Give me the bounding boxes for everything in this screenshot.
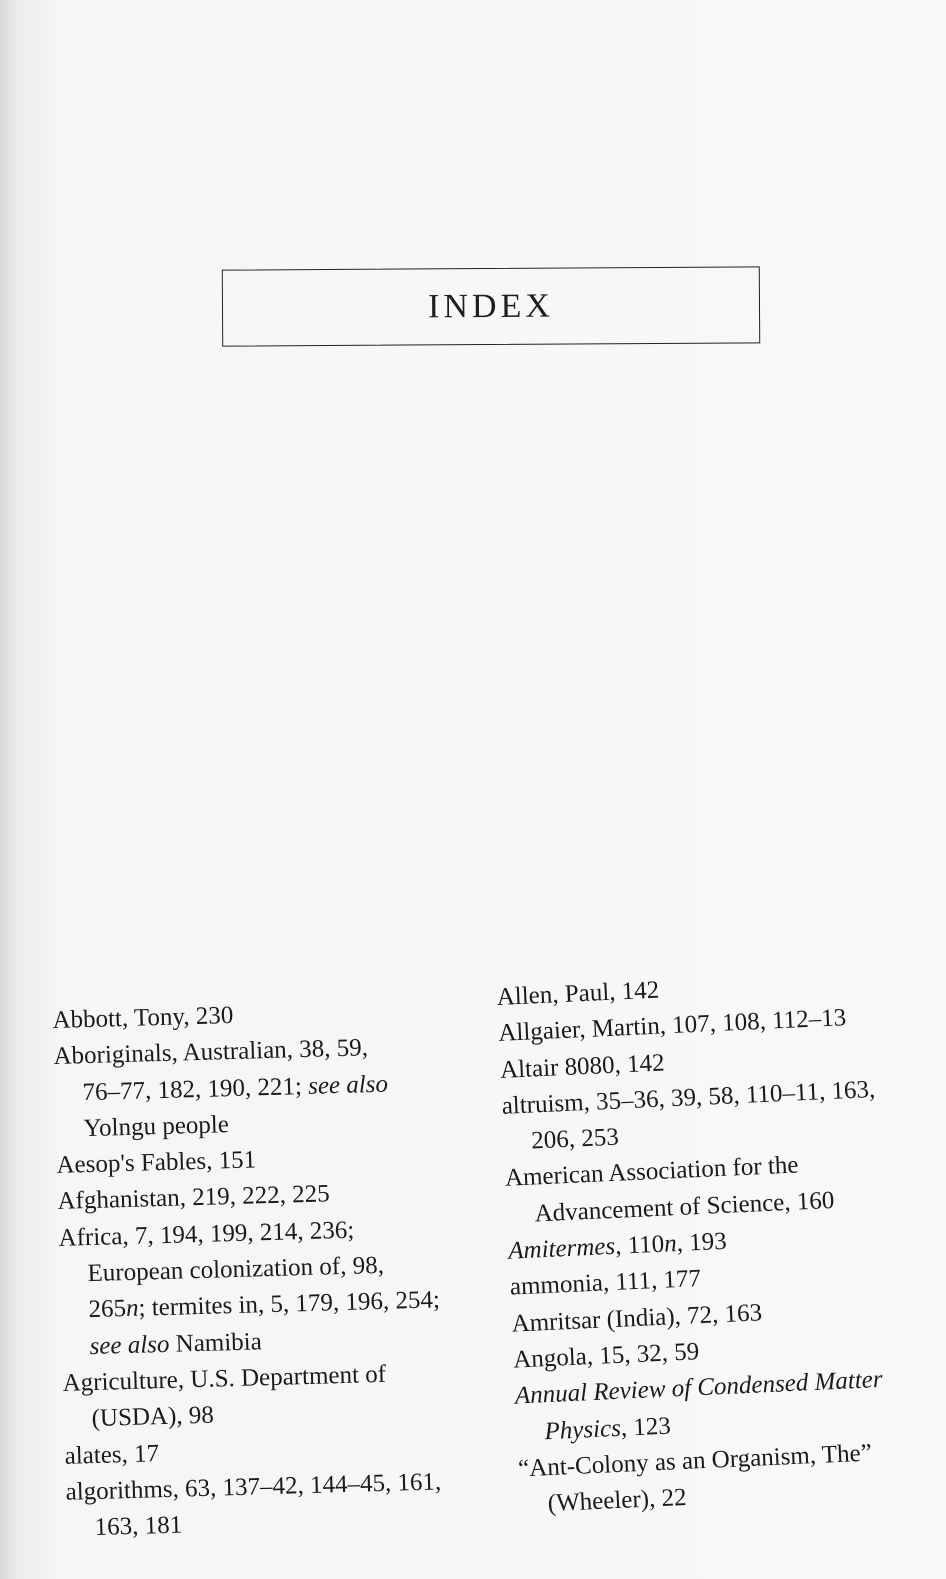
index-entry: Agriculture, U.S. Department of (USDA), 98 (62, 1360, 387, 1433)
index-entry: Amritsar (India), 72, 163 (511, 1298, 763, 1338)
index-entry: Amitermes, 110n, 193 (507, 1227, 728, 1265)
index-entry: alates, 17 (64, 1439, 160, 1470)
index-entry: American Association for the Advancement of Science, 160 (504, 1151, 835, 1228)
index-entry: Angola, 15, 32, 59 (512, 1338, 700, 1374)
page-title: INDEX (427, 287, 554, 325)
index-column-right (496, 961, 940, 1524)
index-entry: Africa, 7, 194, 199, 214, 236; European colonization of, 98, 265n; termites in, 5, 179, 196, 254; see also Namibia (58, 1216, 441, 1360)
index-title-box (222, 266, 760, 346)
index-entry: ammonia, 111, 177 (509, 1265, 702, 1302)
index-entry: Allgaier, Martin, 107, 108, 112–13 (497, 1004, 847, 1048)
index-entry: Allen, Paul, 142 (496, 976, 660, 1011)
index-column-left (52, 991, 487, 1547)
index-entry: Afghanistan, 219, 222, 225 (57, 1180, 331, 1216)
index-entry: Altair 8080, 142 (499, 1049, 666, 1084)
index-entry: altruism, 35–36, 39, 58, 110–11, 163, 206, 253 (501, 1075, 876, 1155)
index-entry: algorithms, 63, 137–42, 144–45, 161, 163, 181 (65, 1468, 442, 1542)
index-entry: Abbott, Tony, 230 (52, 1001, 234, 1034)
index-entry: Aesop's Fables, 151 (56, 1146, 257, 1180)
index-entry: Annual Review of Condensed Matter Physics, 123 (514, 1366, 884, 1445)
index-entry: Aboriginals, Australian, 38, 59, 76–77, 182, 190, 221; see also Yolngu people (53, 1034, 389, 1143)
index-entry: “Ant-Colony as an Organism, The” (Wheeler), 22 (517, 1439, 873, 1518)
